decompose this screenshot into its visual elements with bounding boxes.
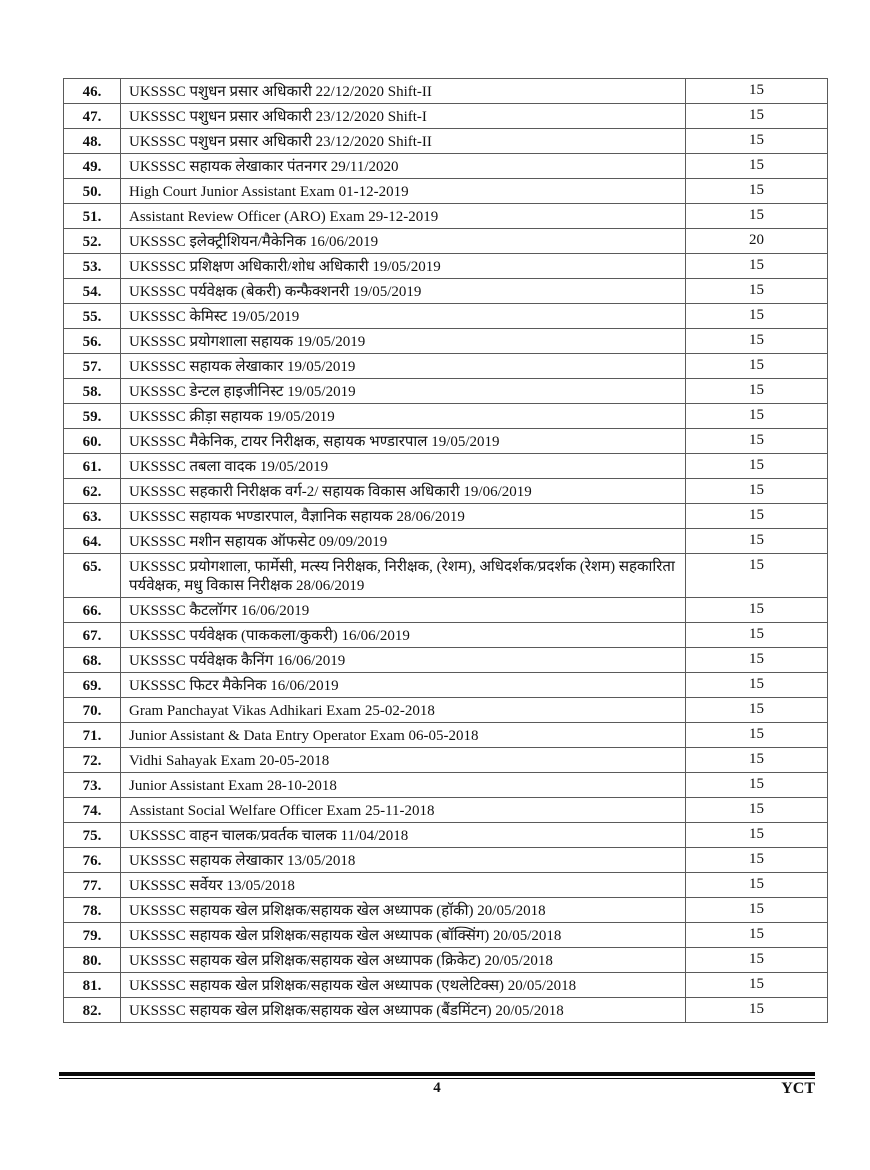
row-serial-number: 77. — [64, 873, 121, 898]
row-serial-number: 62. — [64, 479, 121, 504]
question-count: 20 — [686, 229, 828, 254]
exam-name: UKSSSC क्रीड़ा सहायक 19/05/2019 — [121, 404, 686, 429]
exam-name: UKSSSC पर्यवेक्षक कैनिंग 16/06/2019 — [121, 648, 686, 673]
question-count: 15 — [686, 673, 828, 698]
question-count: 15 — [686, 104, 828, 129]
question-count: 15 — [686, 773, 828, 798]
exam-name: UKSSSC डेन्टल हाइजीनिस्ट 19/05/2019 — [121, 379, 686, 404]
row-serial-number: 68. — [64, 648, 121, 673]
question-count: 15 — [686, 404, 828, 429]
exam-name: Gram Panchayat Vikas Adhikari Exam 25-02-2018 — [121, 698, 686, 723]
row-serial-number: 72. — [64, 748, 121, 773]
exam-name: UKSSSC सर्वेयर 13/05/2018 — [121, 873, 686, 898]
table-row — [64, 948, 828, 973]
row-serial-number: 50. — [64, 179, 121, 204]
table-row — [64, 329, 828, 354]
question-count: 15 — [686, 429, 828, 454]
table-row — [64, 404, 828, 429]
table-row — [64, 723, 828, 748]
row-serial-number: 47. — [64, 104, 121, 129]
page-number: 4 — [433, 1080, 441, 1096]
table-row — [64, 304, 828, 329]
question-count: 15 — [686, 923, 828, 948]
row-serial-number: 49. — [64, 154, 121, 179]
exam-name: UKSSSC मशीन सहायक ऑफसेट 09/09/2019 — [121, 529, 686, 554]
table-row — [64, 554, 828, 598]
row-serial-number: 53. — [64, 254, 121, 279]
table-row — [64, 773, 828, 798]
table-row — [64, 848, 828, 873]
question-count: 15 — [686, 354, 828, 379]
table-row — [64, 898, 828, 923]
exam-name: UKSSSC पशुधन प्रसार अधिकारी 22/12/2020 Shift-II — [121, 79, 686, 104]
question-count: 15 — [686, 479, 828, 504]
exam-name: Assistant Social Welfare Officer Exam 25-11-2018 — [121, 798, 686, 823]
exam-name: UKSSSC केमिस्ट 19/05/2019 — [121, 304, 686, 329]
question-count: 15 — [686, 379, 828, 404]
question-count: 15 — [686, 504, 828, 529]
row-serial-number: 80. — [64, 948, 121, 973]
table-row — [64, 79, 828, 104]
question-count: 15 — [686, 154, 828, 179]
question-count: 15 — [686, 554, 828, 598]
question-count: 15 — [686, 329, 828, 354]
row-serial-number: 76. — [64, 848, 121, 873]
row-serial-number: 51. — [64, 204, 121, 229]
row-serial-number: 79. — [64, 923, 121, 948]
exam-name: UKSSSC सहायक लेखाकार 13/05/2018 — [121, 848, 686, 873]
exam-name: UKSSSC पर्यवेक्षक (पाककला/कुकरी) 16/06/2019 — [121, 623, 686, 648]
exam-name: UKSSSC सहायक खेल प्रशिक्षक/सहायक खेल अध्यापक (बैंडमिंटन) 20/05/2018 — [121, 998, 686, 1023]
row-serial-number: 63. — [64, 504, 121, 529]
exam-name: UKSSSC प्रयोगशाला, फार्मेसी, मत्स्य निरीक्षक, निरीक्षक, (रेशम), अधिदर्शक/प्रदर्शक (रेशम) सहकारिता पर्यवेक्षक, मधु विकास निरीक्षक 28/06/2019 — [121, 554, 686, 598]
table-row — [64, 429, 828, 454]
row-serial-number: 59. — [64, 404, 121, 429]
exam-name: UKSSSC इलेक्ट्रीशियन/मैकेनिक 16/06/2019 — [121, 229, 686, 254]
question-count: 15 — [686, 698, 828, 723]
question-count: 15 — [686, 598, 828, 623]
brand-label: YCT — [781, 1080, 815, 1097]
exam-name: UKSSSC पशुधन प्रसार अधिकारी 23/12/2020 Shift-I — [121, 104, 686, 129]
table-row — [64, 254, 828, 279]
row-serial-number: 74. — [64, 798, 121, 823]
exam-name: Assistant Review Officer (ARO) Exam 29-12-2019 — [121, 204, 686, 229]
question-count: 15 — [686, 873, 828, 898]
table-row — [64, 504, 828, 529]
table-row — [64, 973, 828, 998]
exam-table — [63, 78, 828, 1023]
row-serial-number: 70. — [64, 698, 121, 723]
exam-table-body — [64, 79, 828, 1023]
table-row — [64, 454, 828, 479]
exam-name: UKSSSC सहकारी निरीक्षक वर्ग-2/ सहायक विकास अधिकारी 19/06/2019 — [121, 479, 686, 504]
exam-name: Vidhi Sahayak Exam 20-05-2018 — [121, 748, 686, 773]
question-count: 15 — [686, 848, 828, 873]
row-serial-number: 58. — [64, 379, 121, 404]
table-row — [64, 529, 828, 554]
exam-name: UKSSSC पशुधन प्रसार अधिकारी 23/12/2020 Shift-II — [121, 129, 686, 154]
question-count: 15 — [686, 898, 828, 923]
question-count: 15 — [686, 823, 828, 848]
question-count: 15 — [686, 254, 828, 279]
row-serial-number: 61. — [64, 454, 121, 479]
exam-name: UKSSSC प्रयोगशाला सहायक 19/05/2019 — [121, 329, 686, 354]
row-serial-number: 48. — [64, 129, 121, 154]
exam-name: UKSSSC सहायक खेल प्रशिक्षक/सहायक खेल अध्यापक (एथलेटिक्स) 20/05/2018 — [121, 973, 686, 998]
table-row — [64, 204, 828, 229]
exam-name: UKSSSC सहायक खेल प्रशिक्षक/सहायक खेल अध्यापक (क्रिकेट) 20/05/2018 — [121, 948, 686, 973]
question-count: 15 — [686, 648, 828, 673]
question-count: 15 — [686, 179, 828, 204]
row-serial-number: 46. — [64, 79, 121, 104]
row-serial-number: 66. — [64, 598, 121, 623]
question-count: 15 — [686, 79, 828, 104]
exam-name: UKSSSC कैटलॉगर 16/06/2019 — [121, 598, 686, 623]
table-row — [64, 354, 828, 379]
table-row — [64, 129, 828, 154]
exam-name: Junior Assistant Exam 28-10-2018 — [121, 773, 686, 798]
table-row — [64, 479, 828, 504]
question-count: 15 — [686, 798, 828, 823]
table-row — [64, 698, 828, 723]
exam-name: High Court Junior Assistant Exam 01-12-2019 — [121, 179, 686, 204]
row-serial-number: 82. — [64, 998, 121, 1023]
table-row — [64, 598, 828, 623]
question-count: 15 — [686, 279, 828, 304]
row-serial-number: 71. — [64, 723, 121, 748]
footer-rule — [59, 1072, 815, 1079]
row-serial-number: 60. — [64, 429, 121, 454]
question-count: 15 — [686, 998, 828, 1023]
row-serial-number: 78. — [64, 898, 121, 923]
table-row — [64, 823, 828, 848]
question-count: 15 — [686, 973, 828, 998]
exam-name: UKSSSC सहायक लेखाकार पंतनगर 29/11/2020 — [121, 154, 686, 179]
question-count: 15 — [686, 529, 828, 554]
exam-name: UKSSSC तबला वादक 19/05/2019 — [121, 454, 686, 479]
row-serial-number: 69. — [64, 673, 121, 698]
row-serial-number: 65. — [64, 554, 121, 598]
row-serial-number: 73. — [64, 773, 121, 798]
table-row — [64, 379, 828, 404]
row-serial-number: 57. — [64, 354, 121, 379]
row-serial-number: 81. — [64, 973, 121, 998]
row-serial-number: 54. — [64, 279, 121, 304]
table-row — [64, 623, 828, 648]
exam-name: UKSSSC वाहन चालक/प्रवर्तक चालक 11/04/2018 — [121, 823, 686, 848]
table-row — [64, 154, 828, 179]
table-row — [64, 179, 828, 204]
row-serial-number: 67. — [64, 623, 121, 648]
question-count: 15 — [686, 304, 828, 329]
table-row — [64, 229, 828, 254]
exam-name: Junior Assistant & Data Entry Operator Exam 06-05-2018 — [121, 723, 686, 748]
question-count: 15 — [686, 129, 828, 154]
row-serial-number: 52. — [64, 229, 121, 254]
table-row — [64, 873, 828, 898]
exam-name: UKSSSC सहायक भण्डारपाल, वैज्ञानिक सहायक 28/06/2019 — [121, 504, 686, 529]
exam-name: UKSSSC प्रशिक्षण अधिकारी/शोध अधिकारी 19/05/2019 — [121, 254, 686, 279]
table-row — [64, 648, 828, 673]
row-serial-number: 56. — [64, 329, 121, 354]
exam-name: UKSSSC सहायक लेखाकार 19/05/2019 — [121, 354, 686, 379]
question-count: 15 — [686, 948, 828, 973]
table-row — [64, 673, 828, 698]
exam-name: UKSSSC पर्यवेक्षक (बेकरी) कन्फैक्शनरी 19/05/2019 — [121, 279, 686, 304]
table-row — [64, 279, 828, 304]
exam-name: UKSSSC फिटर मैकेनिक 16/06/2019 — [121, 673, 686, 698]
table-row — [64, 748, 828, 773]
row-serial-number: 55. — [64, 304, 121, 329]
question-count: 15 — [686, 454, 828, 479]
exam-name: UKSSSC सहायक खेल प्रशिक्षक/सहायक खेल अध्यापक (बॉक्सिंग) 20/05/2018 — [121, 923, 686, 948]
question-count: 15 — [686, 623, 828, 648]
table-row — [64, 104, 828, 129]
row-serial-number: 75. — [64, 823, 121, 848]
table-row — [64, 998, 828, 1023]
table-row — [64, 798, 828, 823]
exam-name: UKSSSC मैकेनिक, टायर निरीक्षक, सहायक भण्डारपाल 19/05/2019 — [121, 429, 686, 454]
exam-name: UKSSSC सहायक खेल प्रशिक्षक/सहायक खेल अध्यापक (हॉकी) 20/05/2018 — [121, 898, 686, 923]
table-row — [64, 923, 828, 948]
row-serial-number: 64. — [64, 529, 121, 554]
question-count: 15 — [686, 748, 828, 773]
question-count: 15 — [686, 723, 828, 748]
question-count: 15 — [686, 204, 828, 229]
